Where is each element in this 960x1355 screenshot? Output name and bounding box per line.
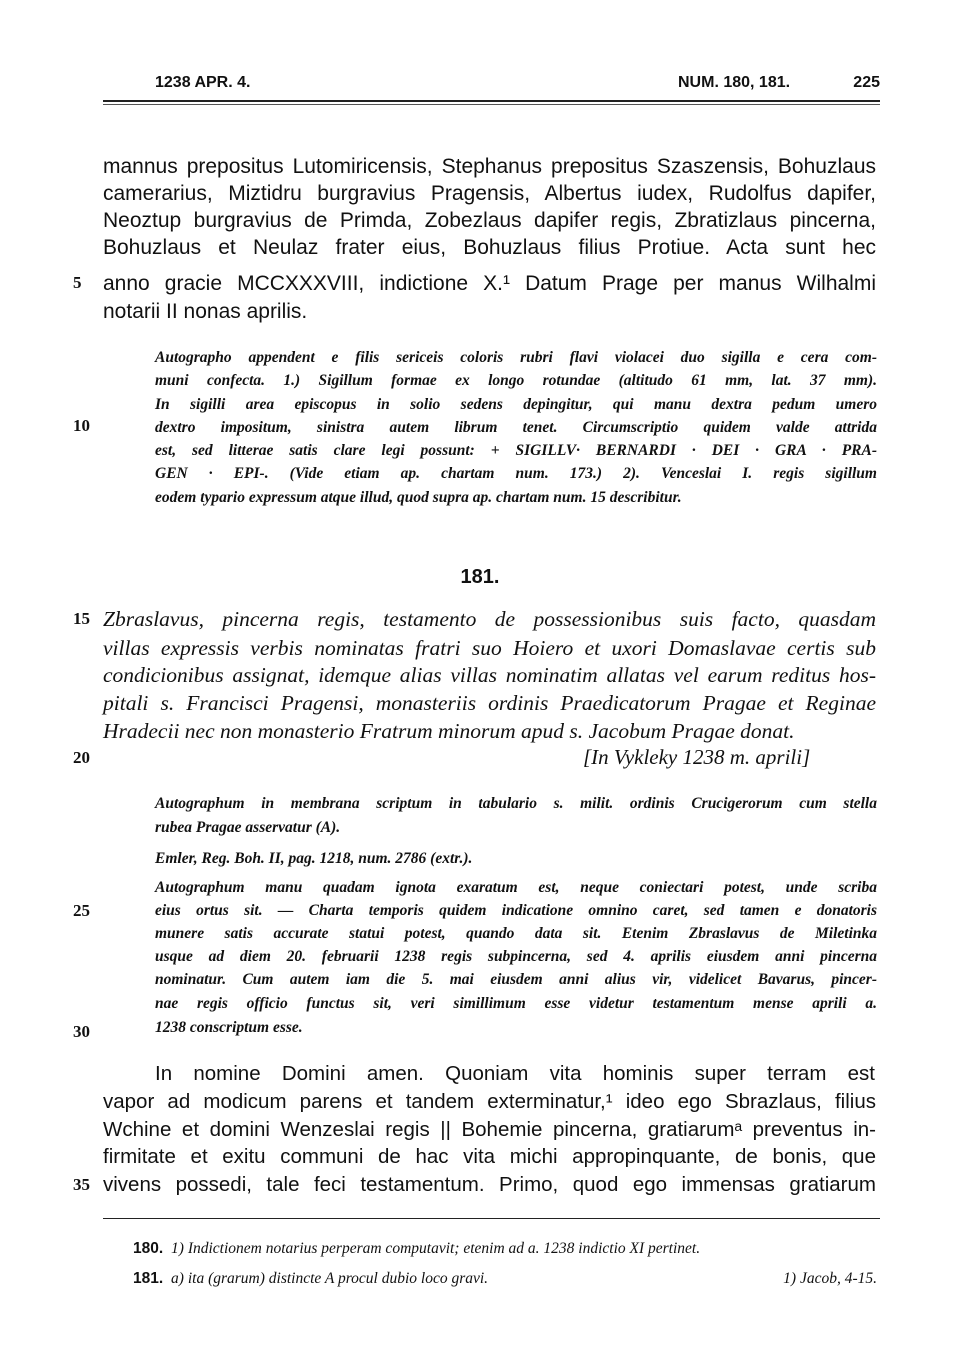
text-line: camerarius, Miztidru burgravius Pragensis, Albertus iudex, Rudolfus dapifer, xyxy=(103,182,876,205)
apparatus-line: rubea Pragae asservatur (A). xyxy=(155,819,341,836)
page-number: 225 xyxy=(853,74,880,91)
charter-line: vapor ad modicum parens et tandem exterminatur,¹ ideo ego Sbrazlaus, filius xyxy=(103,1090,876,1113)
apparatus-line: munere satis accurate statui potest, quando data sit. Etenim Zbraslavus de Miletinka xyxy=(155,925,877,942)
apparatus-line: eodem typario expressum atque illud, quod supra ap. chartam num. 15 describitur. xyxy=(155,489,682,506)
regest-line: condicionibus assignat, idemque alias villas nominatim allatas vel earum reditus hos- xyxy=(103,663,876,687)
edition-reference: Emler, Reg. Boh. II, pag. 1218, num. 2786 (extr.). xyxy=(155,850,473,867)
regest-line: pitali s. Francisci Pragensi, monasteriis ordinis Praedicatorum Pragae et Reginae xyxy=(103,691,876,715)
dating: [In Vykleky 1238 m. aprili] xyxy=(583,745,811,769)
text-line: Bohuzlaus et Neulaz frater eius, Bohuzlaus filius Protiue. Acta sunt hec xyxy=(103,236,876,259)
text-line: notarii II nonas aprilis. xyxy=(103,300,308,323)
footnote-rule xyxy=(103,1218,880,1219)
line-number: 25 xyxy=(73,901,90,920)
header-rule xyxy=(103,100,880,102)
header-doc-numbers: NUM. 180, 181. xyxy=(678,74,791,91)
footnote-180 xyxy=(133,1238,877,1260)
running-header xyxy=(103,72,880,100)
footnote-doc-number: 181. xyxy=(133,1270,164,1287)
apparatus-line: In sigilli area episcopus in solio sedens depingitur, qui manu dextra pedum umero xyxy=(155,396,877,413)
apparatus-line: Autographo appendent e filis sericeis coloris rubri flavi violacei duo sigilla e cera com- xyxy=(155,349,877,366)
line-number: 5 xyxy=(73,273,82,292)
line-number: 15 xyxy=(73,609,90,628)
footnote-text-right: 1) Jacob, 4-15. xyxy=(783,1270,877,1287)
footnote-doc-number: 180. xyxy=(133,1240,164,1257)
apparatus-line: 1238 conscriptum esse. xyxy=(155,1019,303,1036)
header-date: 1238 APR. 4. xyxy=(155,74,251,91)
regest-line: Hradecii nec non monasterio Fratrum minorum apud s. Jacobum Pragae donat. xyxy=(103,719,795,743)
apparatus-line: GEN · EPI-. (Vide etiam ap. chartam num. 173.) 2). Venceslai I. regis sigillum xyxy=(155,465,877,482)
apparatus-line: usque ad diem 20. februarii 1238 regis subpincerna, sed 4. aprilis eiusdem anni pincerna xyxy=(155,948,877,965)
line-number: 35 xyxy=(73,1175,90,1194)
charter-line: vivens possedi, tale feci testamentum. Primo, quod ego immensas gratiarum xyxy=(103,1173,876,1196)
apparatus-line: Autographum manu quadam ignota exaratum est, neque coniectari potest, unde scriba xyxy=(155,879,877,896)
text-line: mannus prepositus Lutomiricensis, Stephanus prepositus Szaszensis, Bohuzlaus xyxy=(103,155,876,178)
apparatus-line: nominatur. Cum autem iam die 5. mai eiusdem anni alius vir, videlicet Bavarus, pincer- xyxy=(155,971,877,988)
footnote-181 xyxy=(133,1268,877,1290)
text-line: Neoztup burgravius de Primda, Zobezlaus dapifer regis, Zbratizlaus pincerna, xyxy=(103,209,876,232)
text-line: anno gracie MCCXXXVIII, indictione X.¹ Datum Prage per manus Wilhalmi xyxy=(103,272,876,295)
line-number: 20 xyxy=(73,748,90,767)
apparatus-line: Autographum in membrana scriptum in tabulario s. milit. ordinis Crucigerorum cum stella xyxy=(155,795,877,812)
line-number: 10 xyxy=(73,416,90,435)
charter-line: firmitate et exitu communi de hac vita michi appropinquante, de bonis, que xyxy=(103,1145,876,1168)
charter-line: Wchine et domini Wenzeslai regis || Bohemie pincerna, gratiarumᵃ preventus in- xyxy=(103,1118,876,1141)
regest-line: Zbraslavus, pincerna regis, testamento de possessionibus suis facto, quasdam xyxy=(103,607,876,631)
apparatus-line: muni confecta. 1.) Sigillum formae ex longo rotundae (altitudo 61 mm, lat. 37 mm). xyxy=(155,372,877,389)
apparatus-line: est, sed litterae satis clare legi possunt: + SIGILLV· BERNARDI · DEI · GRA · PRA- xyxy=(155,442,877,459)
regest-line: villas expressis verbis nominatas fratri suo Hoiero et uxori Domaslavae certis sub xyxy=(103,636,876,660)
apparatus-line: eius ortus sit. — Charta temporis quidem indicatione omnino caret, sed tamen e donatoris xyxy=(155,902,877,919)
charter-line: In nomine Domini amen. Quoniam vita hominis super terram est xyxy=(155,1062,875,1085)
document-number: 181. xyxy=(460,566,500,588)
footnote-text: 1) Indictionem notarius perperam computavit; etenim ad a. 1238 indictio XI pertinet. xyxy=(171,1240,701,1257)
apparatus-line: nae regis officio functus sit, veri simillimum esse videtur testamentum mense aprili a. xyxy=(155,995,877,1012)
footnote-text: a) ita (grarum) distincte A procul dubio loco gravi. xyxy=(171,1270,489,1287)
line-number: 30 xyxy=(73,1022,90,1041)
apparatus-line: dextro impositum, sinistra autem librum tenet. Circumscriptio quidem valde attrida xyxy=(155,419,877,436)
header-rule-thin xyxy=(103,104,880,105)
